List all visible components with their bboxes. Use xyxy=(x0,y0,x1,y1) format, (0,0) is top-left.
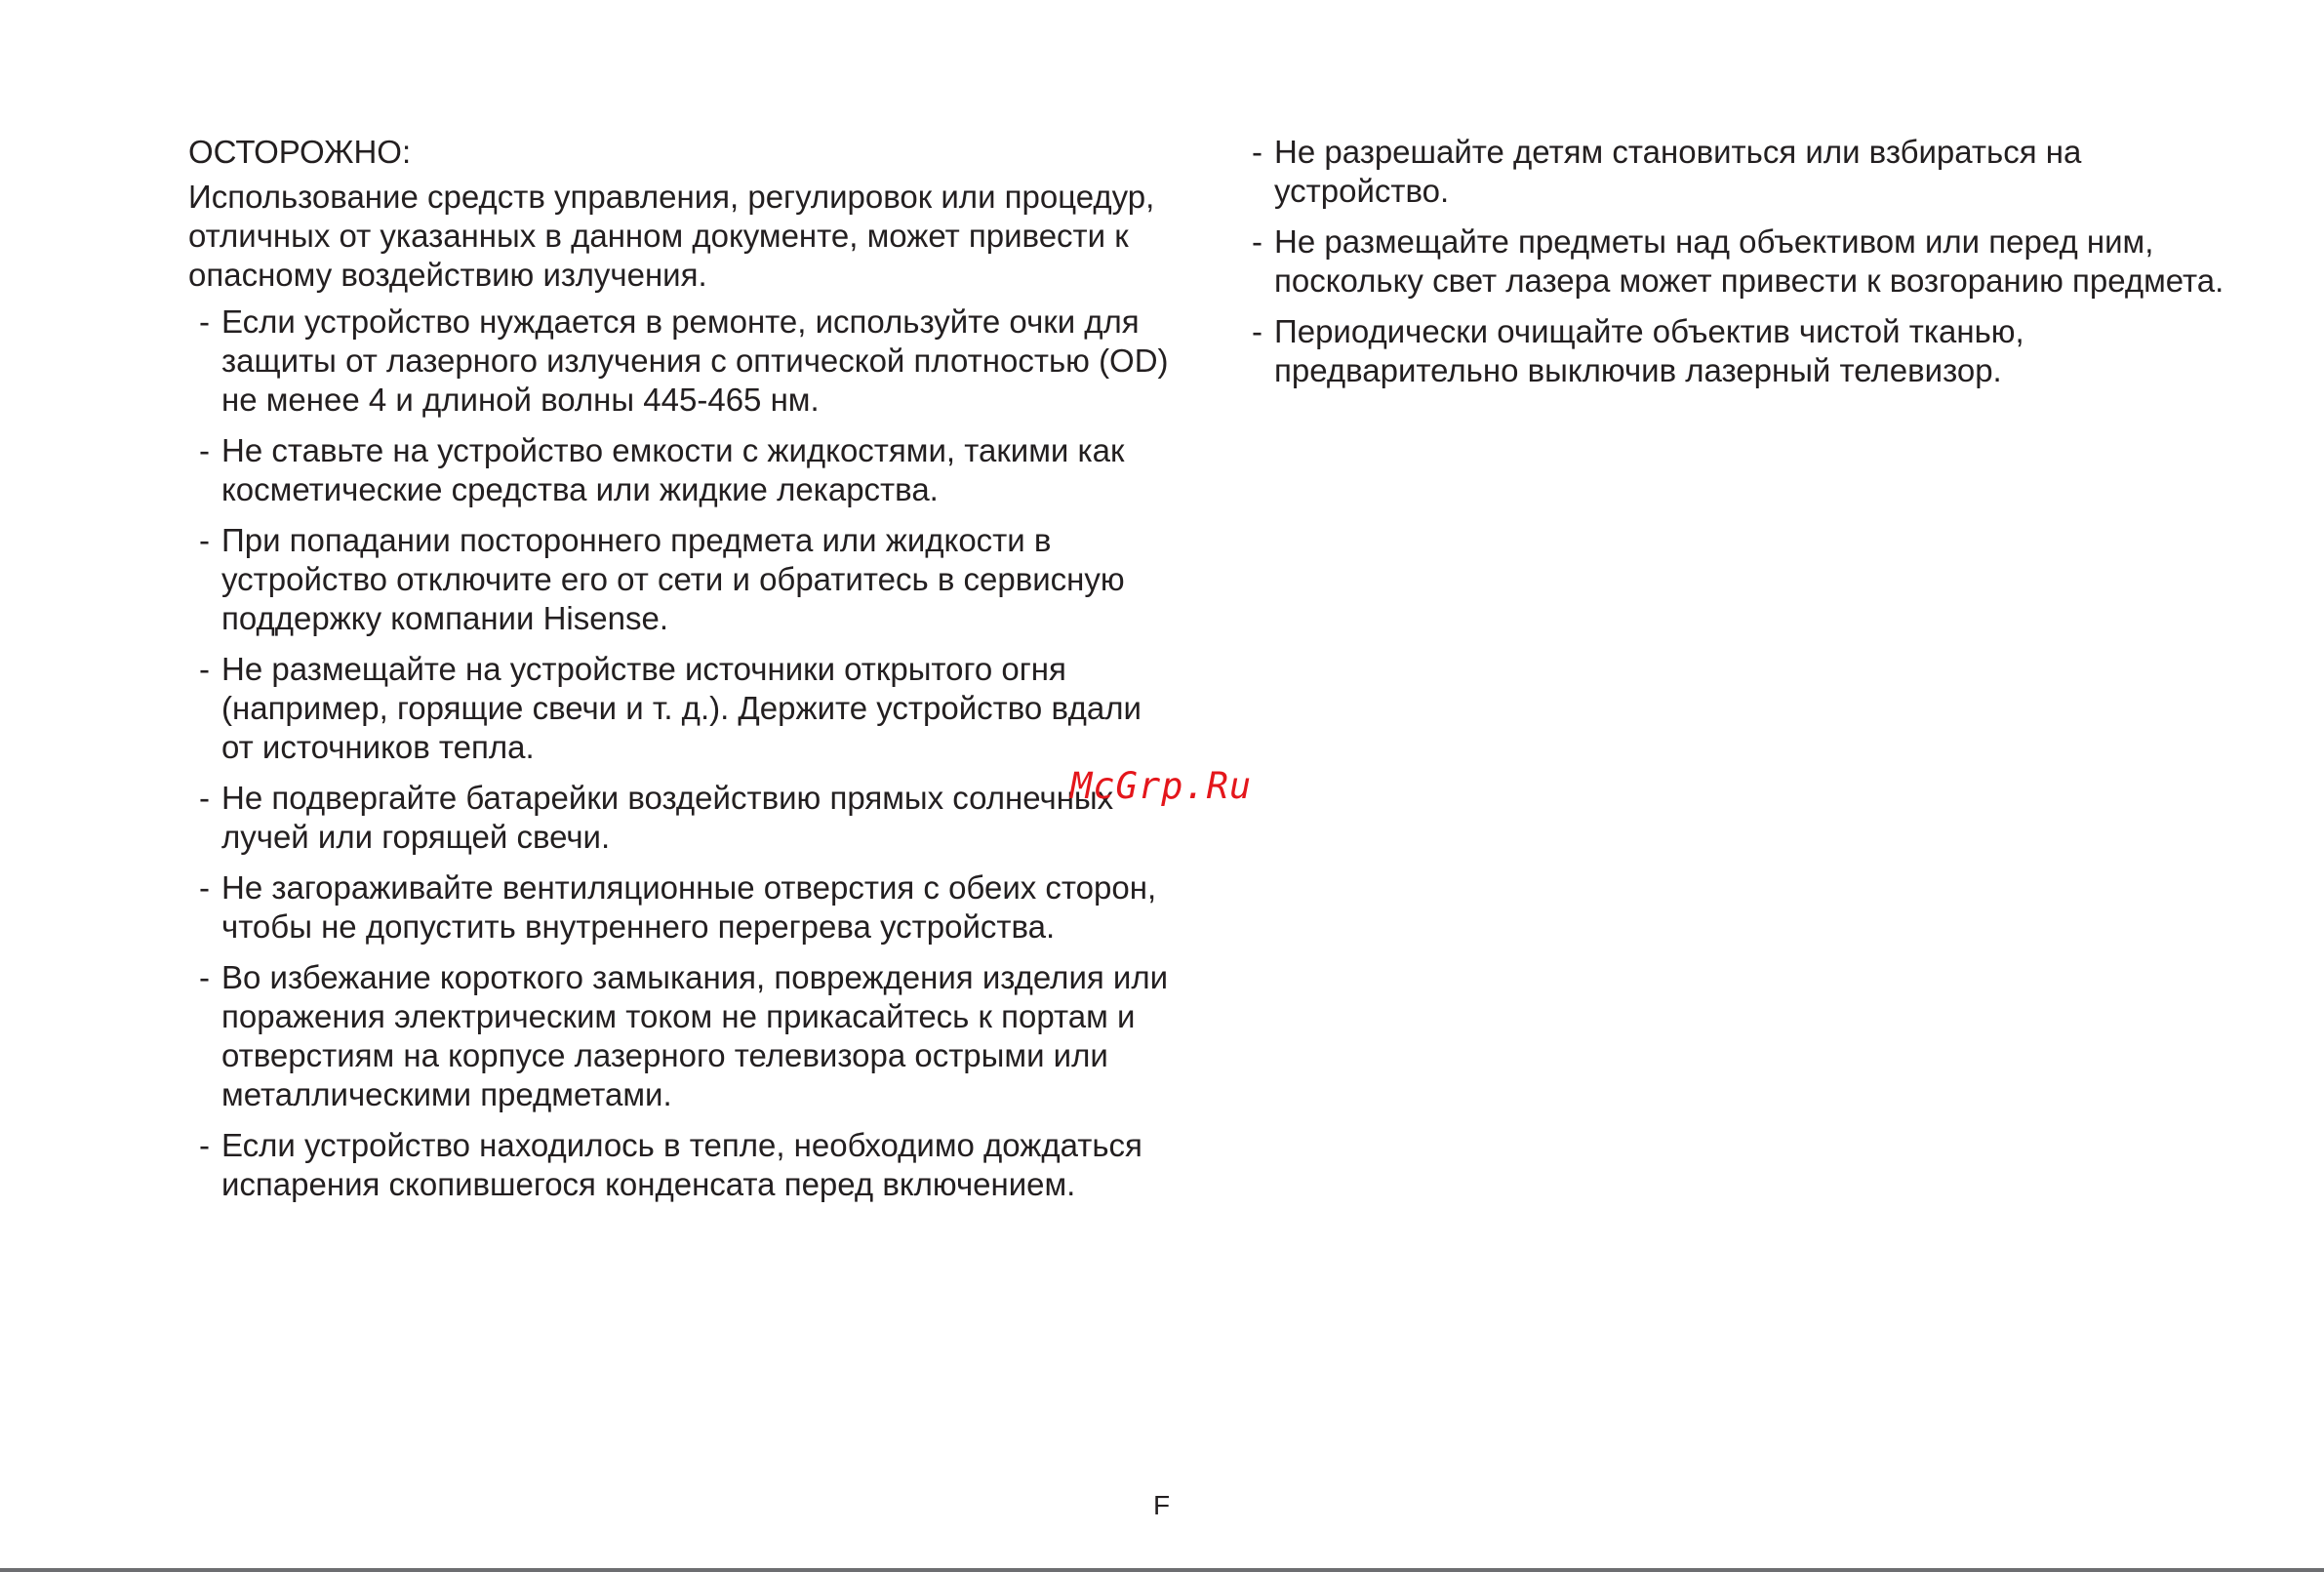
list-item xyxy=(1252,222,2227,301)
watermark: McGrp.Ru xyxy=(1070,765,1253,807)
bullet-dash: - xyxy=(199,303,210,340)
list-item-text: Не разрешайте детям становиться или взбираться на устройство. xyxy=(1274,134,2082,209)
list-item-text: Не размещайте предметы над объективом или перед ним, поскольку свет лазера может привести к возгоранию предмета. xyxy=(1274,223,2224,299)
bullet-dash: - xyxy=(199,780,210,816)
bullet-dash: - xyxy=(1252,223,1262,260)
bullet-dash: - xyxy=(199,432,210,468)
list-item-text: Периодически очищайте объектив чистой тканью, предварительно выключив лазерный телевизор. xyxy=(1274,313,2024,388)
list-item xyxy=(188,521,1174,638)
list-item-text: Если устройство нуждается в ремонте, используйте очки для защиты от лазерного излучения с оптической плотностью (OD) не менее 4 и длиной волны 445-465 нм. xyxy=(221,303,1169,418)
bullet-dash: - xyxy=(199,959,210,995)
list-item-text: Не загораживайте вентиляционные отверстия с обеих сторон, чтобы не допустить внутреннего перегрева устройства. xyxy=(221,869,1157,945)
bullet-dash: - xyxy=(1252,134,1262,170)
page-number: F xyxy=(1153,1490,1171,1520)
bullet-dash: - xyxy=(199,1127,210,1163)
list-item xyxy=(188,1126,1174,1204)
list-item xyxy=(188,868,1174,947)
list-item-text: Во избежание короткого замыкания, повреждения изделия или поражения электрическим током не прикасайтесь к портам и отверстиям на корпусе лазерного телевизора острыми или металлическими предметами. xyxy=(221,959,1169,1112)
bottom-divider xyxy=(0,1568,2324,1572)
bullet-dash: - xyxy=(199,869,210,906)
list-item-text: Не размещайте на устройстве источники открытого огня (например, горящие свечи и т. д.). Держите устройство вдали от источников тепла. xyxy=(221,651,1142,765)
bullet-dash: - xyxy=(199,651,210,687)
bullet-dash: - xyxy=(199,522,210,558)
list-item-text: Не подвергайте батарейки воздействию прямых солнечных лучей или горящей свечи. xyxy=(221,780,1114,855)
bullet-dash: - xyxy=(1252,313,1262,349)
list-item-text: Не ставьте на устройство емкости с жидкостями, такими как косметические средства или жидкие лекарства. xyxy=(221,432,1125,507)
list-item xyxy=(188,302,1174,420)
list-item xyxy=(188,779,1174,857)
caution-intro-paragraph: Использование средств управления, регулировок или процедур, отличных от указанных в данном документе, может привести к опасному воздействию излучения. xyxy=(188,179,1155,293)
list-item-text: Если устройство находилось в тепле, необходимо дождаться испарения скопившегося конденсата перед включением. xyxy=(221,1127,1142,1202)
caution-heading: ОСТОРОЖНО: xyxy=(188,134,412,170)
right-column xyxy=(1252,133,2227,402)
list-item xyxy=(188,650,1174,767)
left-column xyxy=(188,133,1174,1216)
list-item xyxy=(1252,312,2227,390)
safety-list-right xyxy=(1252,133,2227,390)
list-item xyxy=(188,431,1174,509)
list-item xyxy=(1252,133,2227,211)
list-item xyxy=(188,958,1174,1114)
list-item-text: При попадании постороннего предмета или жидкости в устройство отключите его от сети и обратитесь в сервисную поддержку компании Hisense. xyxy=(221,522,1125,636)
safety-list-left xyxy=(188,302,1174,1204)
